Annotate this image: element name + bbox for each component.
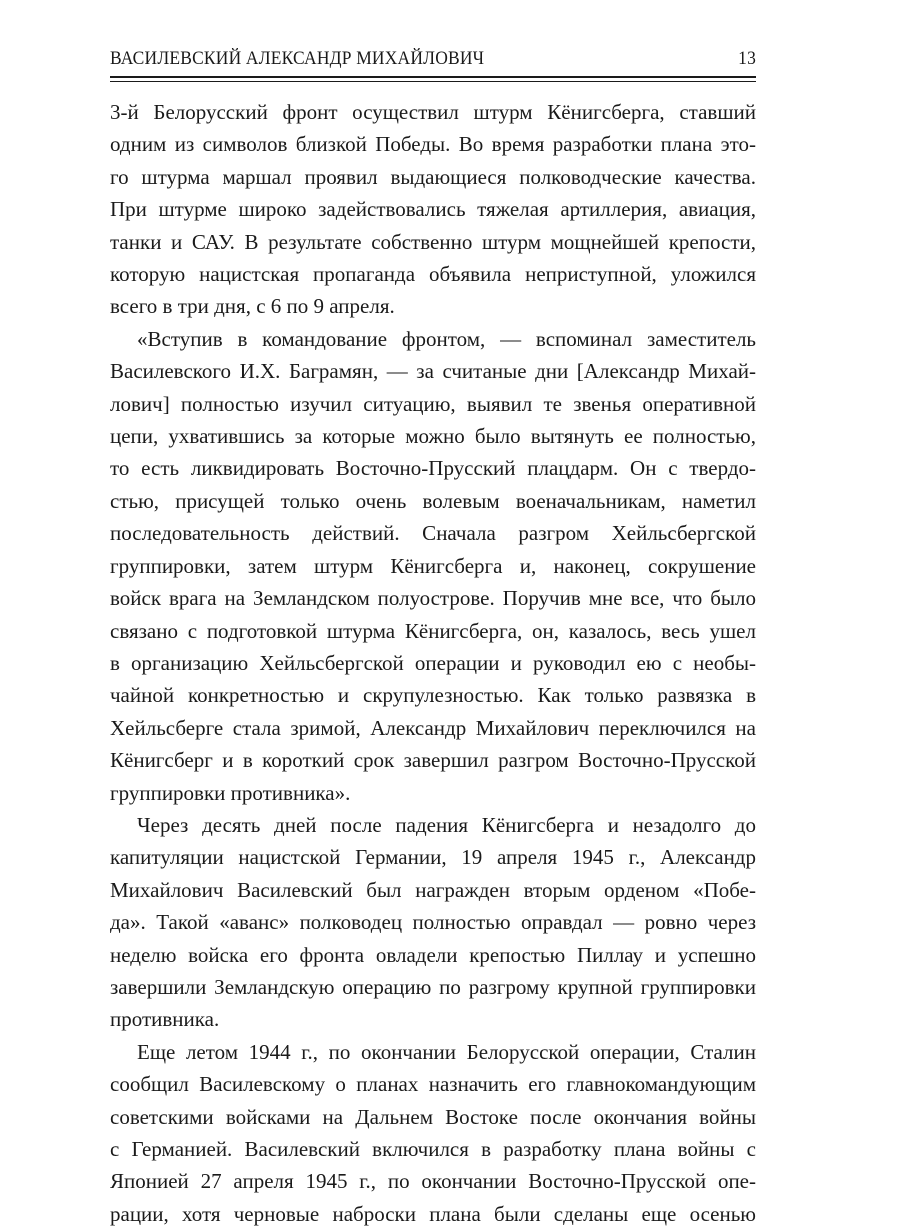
text-line: то есть ликвидировать Восточно-Прусский плацдарм. Он с твердо- [110,456,756,481]
text-line: группировки, затем штурм Кёнигсберга и, наконец, сокрушение [110,553,756,578]
text-line: лович] полностью изучил ситуацию, выявил те звенья оперативной [110,391,756,416]
text-line: При штурме широко задействовались тяжелая артиллерия, авиация, [110,197,756,222]
text-line: Японией 27 апреля 1945 г., по окончании Восточно-Прусской опе- [110,1169,756,1194]
text-line: Хейльсберге стала зримой, Александр Михайлович переключился на [110,715,756,740]
text-line: стью, присущей только очень волевым военачальникам, наметил [110,488,756,513]
text-line: да». Такой «аванс» полководец полностью оправдал — ровно через [110,910,756,935]
text-line: 3-й Белорусский фронт осуществил штурм Кёнигсберга, ставший [110,100,756,124]
text-line: одним из символов близкой Победы. Во время разработки плана это- [110,132,756,157]
paragraph [110,809,756,1036]
text-line: го штурма маршал проявил выдающиеся полководческие качества. [110,164,756,189]
text-line: войск врага на Земландском полуострове. Поручив мне все, что было [110,586,756,611]
text-line: с Германией. Василевский включился в разработку плана войны с [110,1137,756,1161]
body-text [110,96,756,1230]
text-line: в организацию Хейльсбергской операции и руководил ею с необы- [110,650,756,675]
text-line: последовательность действий. Сначала разгром Хейльсбергской [110,521,756,546]
header-rule-thick [110,76,756,78]
text-line: советскими войсками на Дальнем Востоке после окончания войны [110,1104,756,1129]
text-line: противника. [110,1007,220,1032]
book-page [110,40,756,1230]
text-line: «Вступив в командование фронтом, — вспоминал заместитель [137,326,756,351]
text-line: всего в три дня, с 6 по 9 апреля. [110,294,395,319]
text-line: завершили Земландскую операцию по разгрому крупной группировки [110,974,756,999]
text-line: Михайлович Василевский был награжден вторым орденом «Побе- [110,877,756,902]
paragraph [110,96,756,323]
text-line: Василевского И.Х. Баграмян, — за считаные дни [Александр Михай- [110,359,756,384]
text-line: чайной конкретностью и скрупулезностью. Как только развязка в [110,683,756,708]
text-line: которую нацистская пропаганда объявила неприступной, уложился [110,262,756,287]
running-head-title: ВАСИЛЕВСКИЙ АЛЕКСАНДР МИХАЙЛОВИЧ [110,48,485,69]
paragraph [110,1036,756,1230]
text-line: группировки противника». [110,780,351,805]
paragraph [110,323,756,809]
page-number: 13 [738,48,757,69]
text-line: капитуляции нацистской Германии, 19 апреля 1945 г., Александр [110,845,756,870]
text-line: сообщил Василевскому о планах назначить его главнокомандующим [110,1072,756,1097]
running-head [110,40,756,70]
text-line: Еще летом 1944 г., по окончании Белорусской операции, Сталин [137,1039,756,1064]
text-line: Кёнигсберг и в короткий срок завершил разгром Восточно-Прусской [110,748,756,773]
text-line: связано с подготовкой штурма Кёнигсберга, он, казалось, весь ушел [110,618,756,643]
header-rule-thin [110,81,756,82]
text-line: рации, хотя черновые наброски плана были сделаны еще осенью [110,1201,756,1226]
text-line: танки и САУ. В результате собственно штурм мощнейшей крепости, [110,229,756,254]
text-line: Через десять дней после падения Кёнигсберга и незадолго до [137,812,756,837]
text-line: неделю войска его фронта овладели крепостью Пиллау и успешно [110,942,756,967]
text-line: цепи, ухватившись за которые можно было вытянуть ее полностью, [110,424,756,449]
